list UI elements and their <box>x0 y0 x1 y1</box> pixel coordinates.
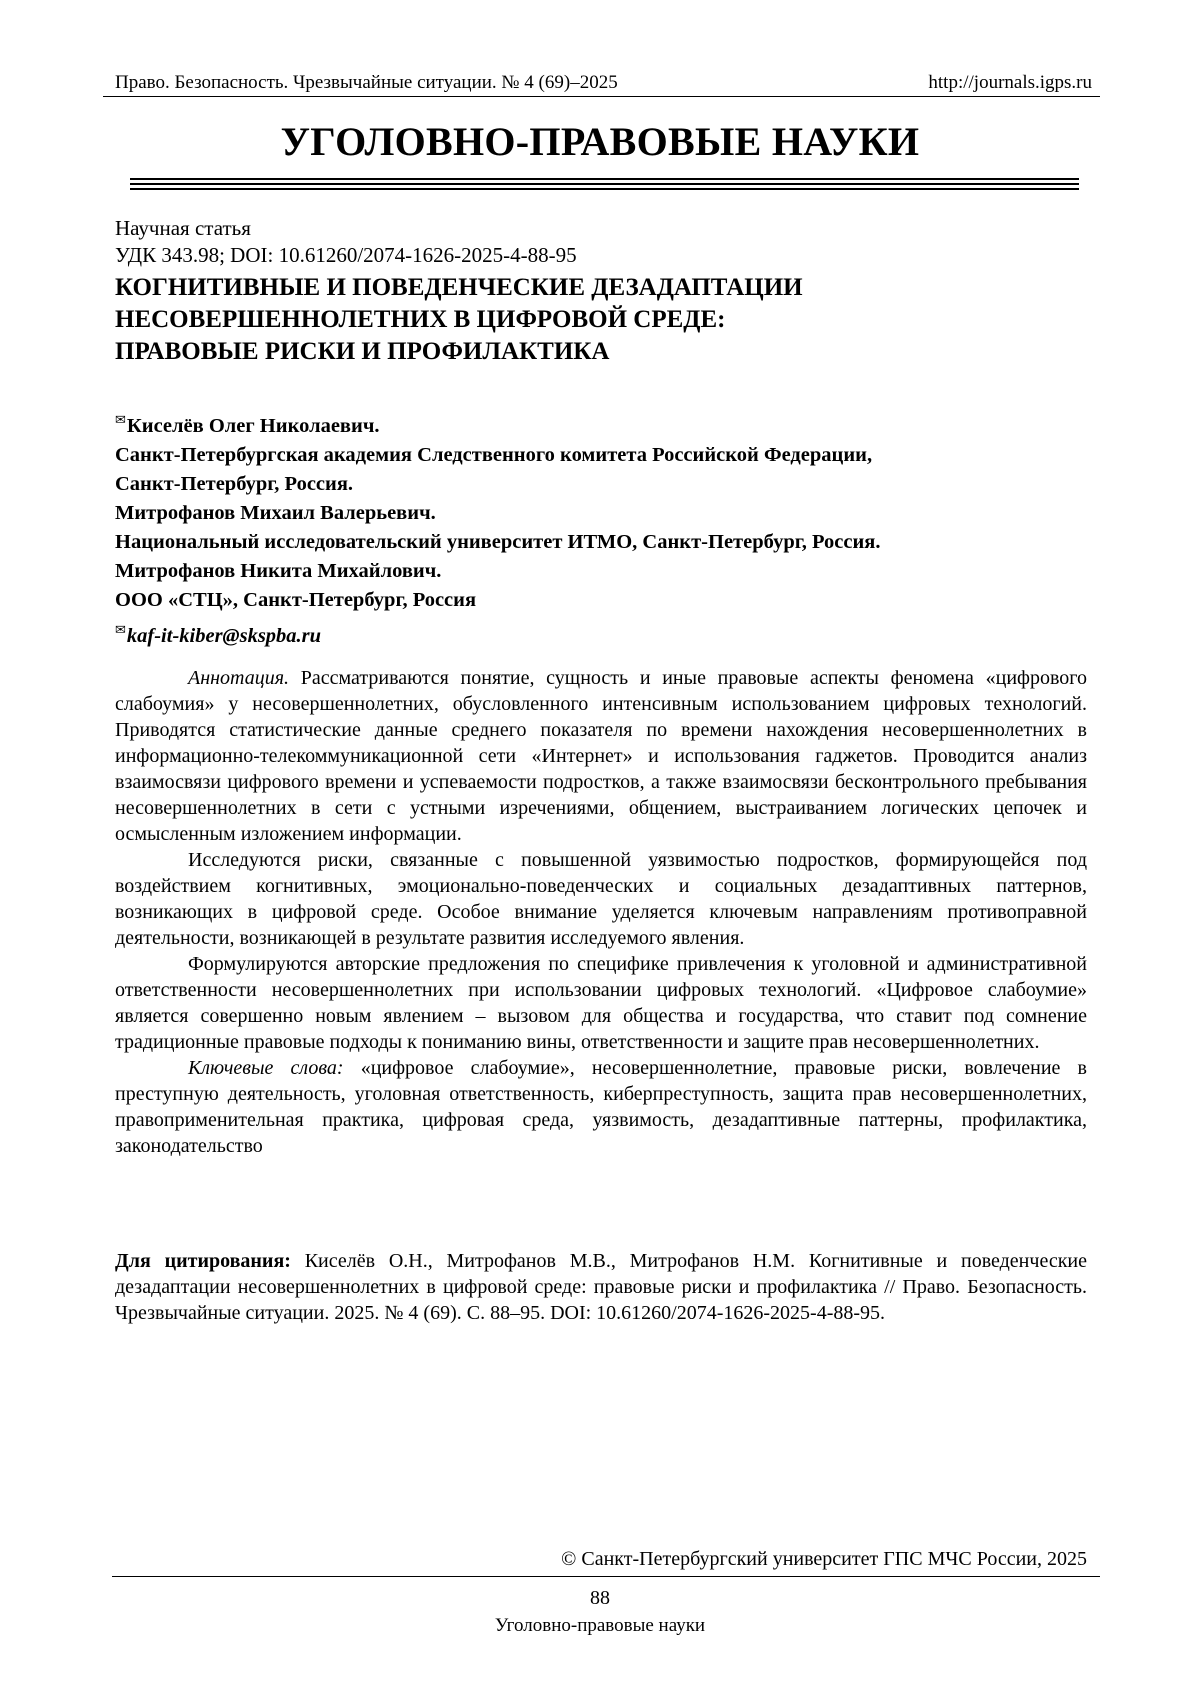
keywords <box>115 1055 1087 1159</box>
citation-label: Для цитирования: <box>115 1250 291 1272</box>
citation-text: Киселёв О.Н., Митрофанов М.В., Митрофанов Н.М. Когнитивные и поведенческие дезадаптации несовершеннолетних в цифровой среде: правовые риски и профилактика // Право. Безопасность. Чрезвычайные ситуации. 2025. № 4 (69). С. 88–95. DOI: 10.61260/2074-1626-2025-4-88-95. <box>115 1250 1087 1324</box>
running-header <box>103 70 1100 97</box>
envelope-icon: ✉ <box>115 622 126 637</box>
abstract-label: Аннотация. <box>188 667 290 689</box>
article-title-line: НЕСОВЕРШЕННОЛЕТНИХ В ЦИФРОВОЙ СРЕДЕ: <box>115 306 726 333</box>
page-number: 88 <box>590 1587 610 1609</box>
footer-rule <box>112 1576 1100 1577</box>
author-3-affiliation: ООО «СТЦ», Санкт-Петербург, Россия <box>115 589 477 611</box>
abstract-paragraph: Исследуются риски, связанные с повышенной уязвимостью подростков, формирующейся под воздействием когнитивных, эмоционально-поведенческих и социальных дезадаптивных паттернов, возникающих в цифровой среде. Особое внимание уделяется ключевым направлениям противоправной деятельности, возникающей в результате развития исследуемого явления. <box>115 849 1087 949</box>
envelope-icon: ✉ <box>115 412 126 427</box>
article-title <box>115 272 1075 368</box>
author-1 <box>115 405 1075 441</box>
contact-email[interactable] <box>115 615 1075 651</box>
keywords-label: Ключевые слова: <box>188 1057 344 1079</box>
journal-name: Право. Безопасность. Чрезвычайные ситуации. № 4 (69)–2025 <box>115 72 618 93</box>
author-2-name: Митрофанов Михаил Валерьевич. <box>115 502 436 524</box>
article-title-line: ПРАВОВЫЕ РИСКИ И ПРОФИЛАКТИКА <box>115 338 610 365</box>
udk-doi: УДК 343.98; DOI: 10.61260/2074-1626-2025-4-88-95 <box>115 243 577 267</box>
author-1-affiliation: Санкт-Петербургская академия Следственного комитета Российской Федерации, <box>115 444 873 466</box>
section-rule <box>130 178 1079 190</box>
journal-url: http://journals.igps.ru <box>928 72 1092 93</box>
abstract-paragraph <box>115 665 1087 847</box>
footer-section: Уголовно-правовые науки <box>494 1615 706 1636</box>
abstract-paragraph: Формулируются авторские предложения по специфике привлечения к уголовной и административной ответственности несовершеннолетних при использовании цифровых технологий. «Цифровое слабоумие» является совершенно новым явлением – вызовом для общества и государства, что ставит под сомнение традиционные правовые подходы к пониманию вины, ответственности и защите прав несовершеннолетних. <box>115 953 1087 1053</box>
author-1-affiliation-city: Санкт-Петербург, Россия. <box>115 473 354 495</box>
citation <box>115 1248 1087 1326</box>
author-1-name: Киселёв Олег Николаевич. <box>126 415 380 437</box>
article-type: Научная статья <box>115 216 251 240</box>
article-title-line: КОГНИТИВНЫЕ И ПОВЕДЕНЧЕСКИЕ ДЕЗАДАПТАЦИИ <box>115 274 803 301</box>
email-link[interactable]: kaf-it-kiber@skspba.ru <box>126 625 322 647</box>
author-block <box>115 405 1075 651</box>
keywords-text: «цифровое слабоумие», несовершеннолетние, правовые риски, вовлечение в преступную деятельность, уголовная ответственность, киберпреступность, защита прав несовершеннолетних, правоприменительная практика, цифровая среда, уязвимость, дезадаптивные паттерны, профилактика, законодательство <box>115 1057 1087 1157</box>
abstract-text: Рассматриваются понятие, сущность и иные правовые аспекты феномена «цифрового слабоумия» у несовершеннолетних, обусловленного интенсивным использованием цифровых технологий. Приводятся статистические данные среднего показателя по времени нахождения несовершеннолетних в информационно-телекоммуникационной сети «Интернет» и использования гаджетов. Проводится анализ взаимосвязи цифрового времени и успеваемости подростков, а также взаимосвязи бесконтрольного пребывания несовершеннолетних в сети с устными изречениями, общением, выстраиванием логических цепочек и осмысленным изложением информации. <box>115 667 1087 845</box>
section-title: УГОЛОВНО-ПРАВОВЫЕ НАУКИ <box>280 119 920 164</box>
copyright: © Санкт-Петербургский университет ГПС МЧС России, 2025 <box>561 1548 1087 1570</box>
abstract <box>115 665 1087 1159</box>
author-2-affiliation: Национальный исследовательский университет ИТМО, Санкт-Петербург, Россия. <box>115 531 881 553</box>
author-3-name: Митрофанов Никита Михайлович. <box>115 560 442 582</box>
